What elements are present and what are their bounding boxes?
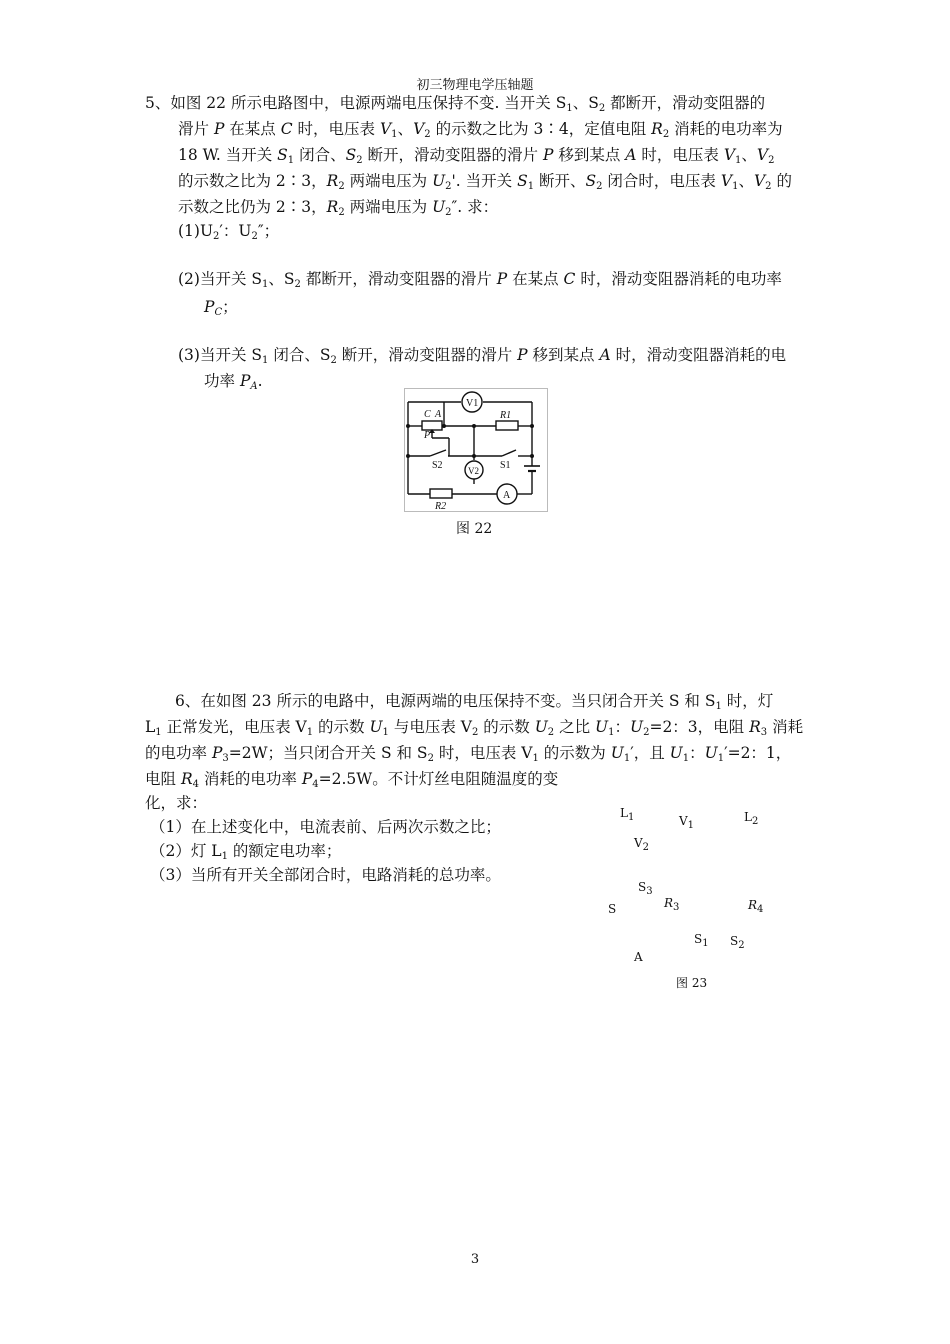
page-number: 3 [470, 1252, 480, 1267]
fig22-label-v1: V1 [466, 398, 479, 409]
fig23-label-l1: $L_1$ [620, 806, 635, 823]
fig22-label-ammeter: A [503, 490, 511, 501]
fig22-label-r1: R1 [500, 410, 512, 421]
fig23-label-v1: $V_1$ [679, 814, 695, 831]
fig22-label-p: P [424, 430, 431, 441]
fig23-label-r3: $R_3$ [664, 896, 680, 913]
q6-sub-2: （2）灯 $L_1$ 的额定电功率； [150, 842, 342, 862]
q6-line-1: 6、在如图 23 所示的电路中，电源两端的电压保持不变。当只闭合开关 S 和 $S_1$ 时，灯 [175, 692, 774, 712]
fig23-label-s3: $S_3$ [638, 880, 653, 897]
fig23-label-l2: $L_2$ [744, 810, 759, 827]
page-header: 初三物理电学压轴题 [416, 78, 534, 93]
fig22-label-s1: S1 [500, 460, 511, 471]
fig23-label-s: S [608, 902, 617, 916]
fig23-label-a: A [634, 950, 643, 964]
fig22-label-c: C [424, 409, 431, 420]
q6-line-3: 的电功率 $P_3=2W$；当只闭合开关 S 和 $S_2$ 时，电压表 $V_1$ 的示数为 $U_1'$，且 $U_1$：$U_1'=2$：1， [145, 744, 792, 764]
q5-sub-2-line-2: $P_C$； [204, 298, 238, 318]
figure-22-circuit [404, 388, 548, 512]
q6-line-5: 化，求： [145, 794, 208, 812]
fig22-label-a: A [435, 409, 442, 420]
fig23-label-s1: $S_1$ [694, 932, 709, 949]
q5-sub-3-line-1: (3)当开关 $S_1$ 闭合、$S_2$ 断开，滑动变阻器的滑片 P 移到某点 A 时，滑动变阻器消耗的电 [178, 346, 787, 366]
fig22-label-s2: S2 [432, 460, 443, 471]
q6-sub-3: （3）当所有开关全部闭合时，电路消耗的总功率。 [150, 866, 501, 884]
figure-22-caption: 图 22 [456, 521, 493, 537]
fig22-label-v2: V2 [468, 466, 479, 476]
q6-line-2: $L_1$ 正常发光，电压表 $V_1$ 的示数 $U_1$ 与电压表 $V_2$ 的示数 $U_2$ 之比 $U_1$：$U_2=2$：3，电阻 $R_3$ 消耗 [145, 718, 804, 738]
q5-line-3: 18 W. 当开关 $S_1$ 闭合、$S_2$ 断开，滑动变阻器的滑片 P 移到某点 A 时，电压表 $V_1$、$V_2$ [178, 146, 775, 166]
q5-line-2: 滑片 P 在某点 C 时，电压表 $V_1$、$V_2$ 的示数之比为 3∶4，定值电阻 $R_2$ 消耗的电功率为 [178, 120, 783, 140]
q5-sub-2-line-1: (2)当开关 $S_1$、$S_2$ 都断开，滑动变阻器的滑片 P 在某点 C 时，滑动变阻器消耗的电功率 [178, 270, 782, 290]
q6-sub-1: （1）在上述变化中，电流表前、后两次示数之比； [150, 818, 501, 836]
figure-23-caption: 图 23 [676, 976, 708, 990]
q5-sub-1: $(1)U_2'$：$U_2''$； [178, 222, 280, 242]
fig23-label-r4: $R_4$ [748, 898, 764, 915]
q5-sub-3-line-2: 功率 $P_A$. [204, 372, 263, 392]
fig23-label-v2: $V_2$ [634, 836, 650, 853]
q5-line-4: 的示数之比为 2∶3，$R_2$ 两端电压为 $U_2'$. 当开关 $S_1$ 断开、$S_2$ 闭合时，电压表 $V_1$、$V_2$ 的 [178, 172, 792, 192]
q5-line-1: 5、如图 22 所示电路图中，电源两端电压保持不变. 当开关 $S_1$、$S_2$ 都断开，滑动变阻器的 [145, 94, 766, 114]
q5-line-5: 示数之比仍为 2∶3，$R_2$ 两端电压为 $U_2''$. 求： [178, 198, 499, 218]
fig22-label-r2: R2 [435, 501, 447, 512]
q6-line-4: 电阻 $R_4$ 消耗的电功率 $P_4=2.5W$。不计灯丝电阻随温度的变 [145, 770, 559, 790]
fig23-label-s2: $S_2$ [730, 934, 745, 951]
